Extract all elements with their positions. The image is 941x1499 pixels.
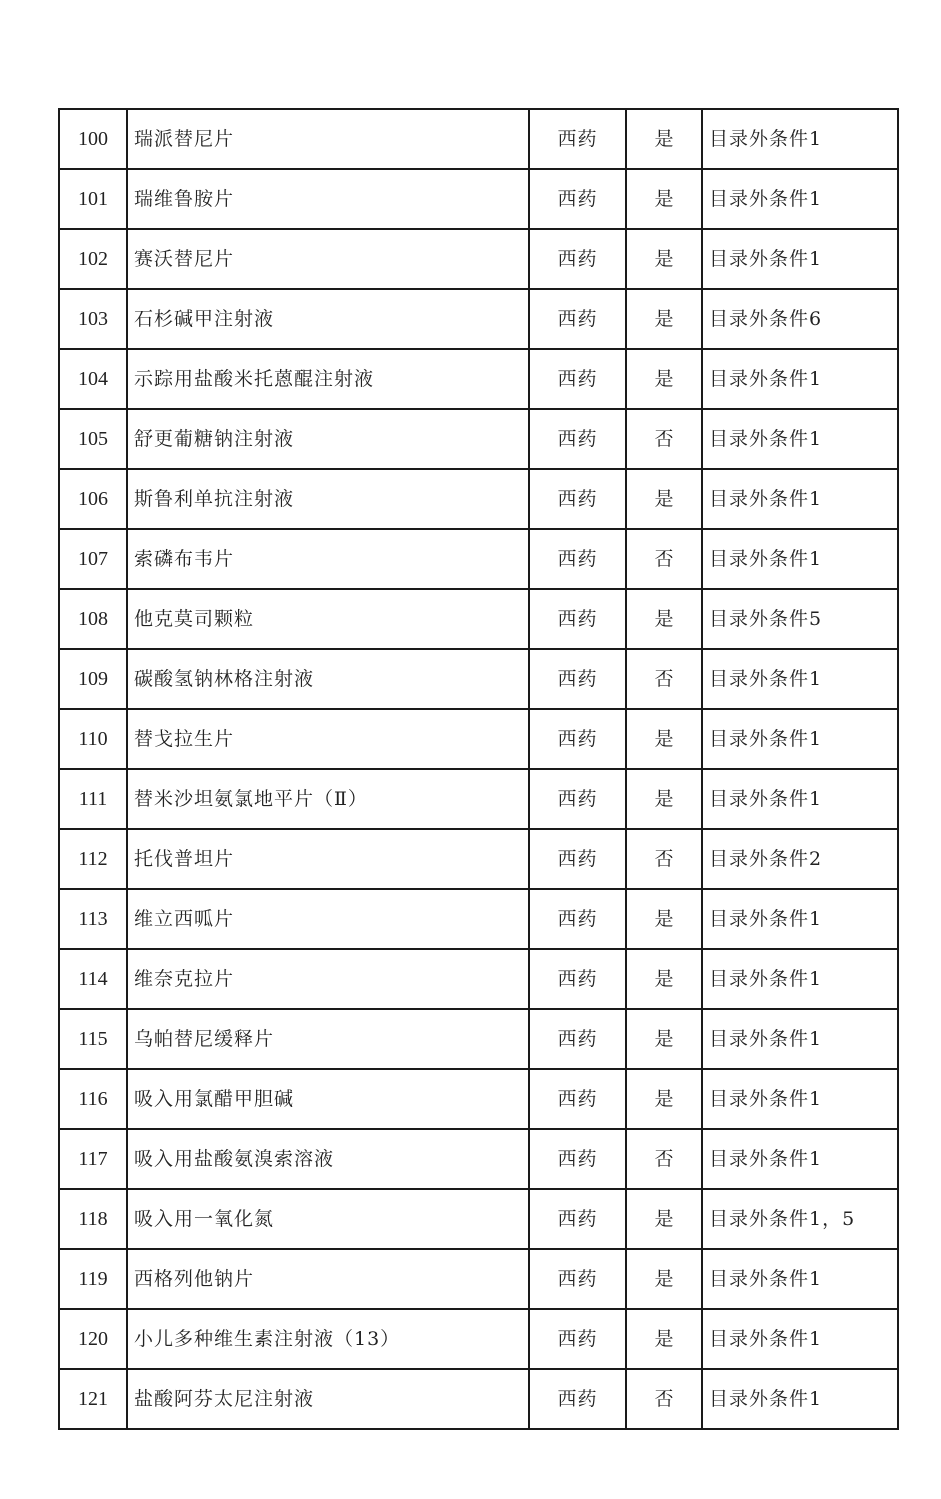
- drug-name-cell: 他克莫司颗粒: [127, 589, 529, 649]
- row-number-cell: 112: [59, 829, 127, 889]
- drug-list-table: [58, 108, 899, 1430]
- row-number-cell: 108: [59, 589, 127, 649]
- flag-cell: 是: [626, 109, 702, 169]
- table-row: [59, 949, 898, 1009]
- drug-name-cell: 碳酸氢钠林格注射液: [127, 649, 529, 709]
- flag-cell: 否: [626, 409, 702, 469]
- drug-type-cell: 西药: [529, 1189, 626, 1249]
- row-number-cell: 104: [59, 349, 127, 409]
- flag-cell: 是: [626, 589, 702, 649]
- row-number-cell: 120: [59, 1309, 127, 1369]
- drug-type-cell: 西药: [529, 1009, 626, 1069]
- table-row: [59, 349, 898, 409]
- table-row: [59, 889, 898, 949]
- row-number-cell: 117: [59, 1129, 127, 1189]
- drug-name-cell: 索磷布韦片: [127, 529, 529, 589]
- drug-name-cell: 小儿多种维生素注射液（13）: [127, 1309, 529, 1369]
- condition-cell: 目录外条件1: [702, 109, 898, 169]
- table-row: [59, 1009, 898, 1069]
- row-number-cell: 115: [59, 1009, 127, 1069]
- table-row: [59, 109, 898, 169]
- drug-type-cell: 西药: [529, 349, 626, 409]
- row-number-cell: 103: [59, 289, 127, 349]
- table-row: [59, 1129, 898, 1189]
- row-number-cell: 110: [59, 709, 127, 769]
- drug-name-cell: 斯鲁利单抗注射液: [127, 469, 529, 529]
- flag-cell: 是: [626, 1189, 702, 1249]
- flag-cell: 否: [626, 529, 702, 589]
- drug-name-cell: 替米沙坦氨氯地平片（Ⅱ）: [127, 769, 529, 829]
- condition-cell: 目录外条件1: [702, 469, 898, 529]
- flag-cell: 是: [626, 889, 702, 949]
- drug-name-cell: 舒更葡糖钠注射液: [127, 409, 529, 469]
- table-row: [59, 709, 898, 769]
- drug-type-cell: 西药: [529, 1249, 626, 1309]
- row-number-cell: 102: [59, 229, 127, 289]
- drug-type-cell: 西药: [529, 1069, 626, 1129]
- table-row: [59, 1369, 898, 1429]
- table-row: [59, 229, 898, 289]
- table-row: [59, 1069, 898, 1129]
- drug-type-cell: 西药: [529, 1309, 626, 1369]
- flag-cell: 是: [626, 229, 702, 289]
- row-number-cell: 116: [59, 1069, 127, 1129]
- condition-cell: 目录外条件1: [702, 1009, 898, 1069]
- condition-cell: 目录外条件1: [702, 229, 898, 289]
- row-number-cell: 105: [59, 409, 127, 469]
- row-number-cell: 109: [59, 649, 127, 709]
- table-row: [59, 469, 898, 529]
- row-number-cell: 107: [59, 529, 127, 589]
- drug-type-cell: 西药: [529, 649, 626, 709]
- condition-cell: 目录外条件1: [702, 529, 898, 589]
- drug-type-cell: 西药: [529, 829, 626, 889]
- table-row: [59, 169, 898, 229]
- condition-cell: 目录外条件6: [702, 289, 898, 349]
- row-number-cell: 106: [59, 469, 127, 529]
- drug-name-cell: 瑞派替尼片: [127, 109, 529, 169]
- drug-name-cell: 乌帕替尼缓释片: [127, 1009, 529, 1069]
- flag-cell: 否: [626, 649, 702, 709]
- drug-name-cell: 托伐普坦片: [127, 829, 529, 889]
- drug-type-cell: 西药: [529, 589, 626, 649]
- flag-cell: 是: [626, 1249, 702, 1309]
- drug-type-cell: 西药: [529, 289, 626, 349]
- flag-cell: 是: [626, 469, 702, 529]
- condition-cell: 目录外条件2: [702, 829, 898, 889]
- drug-name-cell: 吸入用氯醋甲胆碱: [127, 1069, 529, 1129]
- condition-cell: 目录外条件1，5: [702, 1189, 898, 1249]
- drug-type-cell: 西药: [529, 109, 626, 169]
- drug-name-cell: 维立西呱片: [127, 889, 529, 949]
- row-number-cell: 118: [59, 1189, 127, 1249]
- drug-name-cell: 西格列他钠片: [127, 1249, 529, 1309]
- drug-type-cell: 西药: [529, 229, 626, 289]
- flag-cell: 是: [626, 769, 702, 829]
- flag-cell: 否: [626, 829, 702, 889]
- table-row: [59, 829, 898, 889]
- flag-cell: 是: [626, 1009, 702, 1069]
- condition-cell: 目录外条件1: [702, 949, 898, 1009]
- drug-name-cell: 示踪用盐酸米托蒽醌注射液: [127, 349, 529, 409]
- condition-cell: 目录外条件1: [702, 1309, 898, 1369]
- row-number-cell: 121: [59, 1369, 127, 1429]
- table-row: [59, 409, 898, 469]
- flag-cell: 是: [626, 709, 702, 769]
- condition-cell: 目录外条件5: [702, 589, 898, 649]
- condition-cell: 目录外条件1: [702, 709, 898, 769]
- condition-cell: 目录外条件1: [702, 409, 898, 469]
- drug-type-cell: 西药: [529, 1129, 626, 1189]
- drug-name-cell: 石杉碱甲注射液: [127, 289, 529, 349]
- table-row: [59, 529, 898, 589]
- table-row: [59, 1189, 898, 1249]
- condition-cell: 目录外条件1: [702, 1369, 898, 1429]
- condition-cell: 目录外条件1: [702, 649, 898, 709]
- flag-cell: 是: [626, 1309, 702, 1369]
- drug-name-cell: 瑞维鲁胺片: [127, 169, 529, 229]
- row-number-cell: 101: [59, 169, 127, 229]
- row-number-cell: 114: [59, 949, 127, 1009]
- table-row: [59, 769, 898, 829]
- drug-type-cell: 西药: [529, 889, 626, 949]
- drug-type-cell: 西药: [529, 409, 626, 469]
- table-row: [59, 1249, 898, 1309]
- table-row: [59, 1309, 898, 1369]
- drug-name-cell: 赛沃替尼片: [127, 229, 529, 289]
- drug-name-cell: 吸入用盐酸氨溴索溶液: [127, 1129, 529, 1189]
- drug-name-cell: 替戈拉生片: [127, 709, 529, 769]
- condition-cell: 目录外条件1: [702, 769, 898, 829]
- row-number-cell: 111: [59, 769, 127, 829]
- drug-name-cell: 盐酸阿芬太尼注射液: [127, 1369, 529, 1429]
- drug-type-cell: 西药: [529, 709, 626, 769]
- table-row: [59, 649, 898, 709]
- condition-cell: 目录外条件1: [702, 349, 898, 409]
- drug-name-cell: 吸入用一氧化氮: [127, 1189, 529, 1249]
- flag-cell: 是: [626, 349, 702, 409]
- condition-cell: 目录外条件1: [702, 889, 898, 949]
- condition-cell: 目录外条件1: [702, 1129, 898, 1189]
- condition-cell: 目录外条件1: [702, 1249, 898, 1309]
- flag-cell: 是: [626, 1069, 702, 1129]
- drug-type-cell: 西药: [529, 529, 626, 589]
- flag-cell: 否: [626, 1129, 702, 1189]
- flag-cell: 否: [626, 1369, 702, 1429]
- table-row: [59, 589, 898, 649]
- table-row: [59, 289, 898, 349]
- drug-type-cell: 西药: [529, 769, 626, 829]
- drug-type-cell: 西药: [529, 169, 626, 229]
- drug-list-body: [59, 109, 898, 1429]
- row-number-cell: 100: [59, 109, 127, 169]
- flag-cell: 是: [626, 949, 702, 1009]
- flag-cell: 是: [626, 289, 702, 349]
- row-number-cell: 113: [59, 889, 127, 949]
- flag-cell: 是: [626, 169, 702, 229]
- condition-cell: 目录外条件1: [702, 169, 898, 229]
- row-number-cell: 119: [59, 1249, 127, 1309]
- drug-type-cell: 西药: [529, 1369, 626, 1429]
- drug-name-cell: 维奈克拉片: [127, 949, 529, 1009]
- drug-type-cell: 西药: [529, 469, 626, 529]
- condition-cell: 目录外条件1: [702, 1069, 898, 1129]
- drug-type-cell: 西药: [529, 949, 626, 1009]
